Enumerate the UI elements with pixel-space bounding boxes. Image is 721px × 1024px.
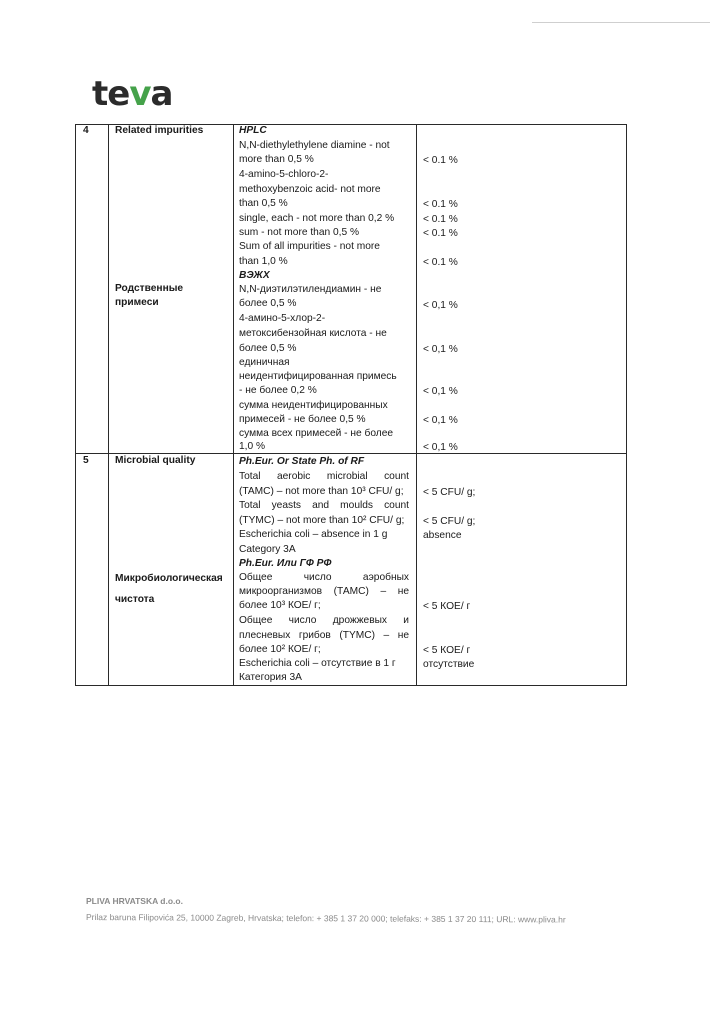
row-number: 4	[83, 125, 89, 136]
result-value: < 0,1 %	[423, 386, 458, 397]
requirement-line: than 0,5 %	[239, 198, 288, 209]
requirement-line: сумма неидентифицированных	[239, 400, 388, 411]
parameter-name-ru: чистота	[115, 594, 155, 605]
footer-company: PLIVA HRVATSKA d.o.o.	[86, 896, 183, 906]
result-value: < 0,1 %	[423, 300, 458, 311]
requirement-line: single, each - not more than 0,2 %	[239, 213, 395, 224]
requirement-line: (TAMC) – not more than 10³ CFU/ g;	[239, 486, 404, 497]
requirement-line: Категория 3А	[239, 672, 302, 683]
requirement-line: более 10³ КОЕ/ г;	[239, 600, 321, 611]
parameter-name-ru: примеси	[115, 297, 159, 308]
requirement-line: (TYMC) – not more than 10² CFU/ g;	[239, 515, 405, 526]
table-col-divider-2	[233, 124, 234, 686]
requirement-line: метоксибензойная кислота - не	[239, 328, 387, 339]
teva-logo: teva	[92, 74, 173, 114]
method-title-ru: Ph.Eur. Или ГФ РФ	[239, 558, 332, 569]
result-value: < 5 КОЕ/ г	[423, 645, 471, 656]
parameter-name-en: Related impurities	[115, 125, 204, 136]
result-value: < 5 CFU/ g;	[423, 487, 476, 498]
requirement-line: более 0,5 %	[239, 343, 297, 354]
specification-table	[75, 124, 627, 686]
requirement-line: плесневых грибов (ТYМС) – не	[239, 630, 409, 641]
requirement-line: Общее число аэробных	[239, 572, 409, 583]
requirement-line: единичная	[239, 357, 290, 368]
result-value: absence	[423, 530, 462, 541]
requirement-line: неидентифицированная примесь	[239, 371, 397, 382]
result-value: < 0.1 %	[423, 199, 458, 210]
requirement-line: 4-amino-5-chloro-2-	[239, 169, 329, 180]
requirement-line: Total yeasts and moulds count	[239, 500, 409, 511]
table-border-left	[75, 124, 76, 686]
result-value: < 0,1 %	[423, 344, 458, 355]
method-title-en: Ph.Eur. Or State Ph. of RF	[239, 456, 365, 467]
requirement-line: Общее число дрожжевых и	[239, 615, 409, 626]
requirement-line: Escherichia coli – отсутствие в 1 г	[239, 658, 396, 669]
requirement-line: микроорганизмов (ТАМС) – не	[239, 586, 409, 597]
top-rule	[532, 22, 710, 23]
parameter-name-ru: Родственные	[115, 283, 184, 294]
method-title-ru: ВЭЖХ	[239, 270, 270, 281]
result-value: отсутствие	[423, 659, 475, 670]
requirement-line: Category 3A	[239, 544, 296, 555]
requirement-line: 1,0 %	[239, 441, 266, 452]
requirement-line: 4-амино-5-хлор-2-	[239, 313, 326, 324]
result-value: < 5 КОЕ/ г	[423, 601, 471, 612]
requirement-line: - не более 0,2 %	[239, 385, 317, 396]
requirement-line: N,N-diethylethylene diamine - not	[239, 140, 390, 151]
table-col-divider-1	[108, 124, 109, 686]
result-value: < 0.1 %	[423, 228, 458, 239]
requirement-line: более 0,5 %	[239, 298, 297, 309]
result-value: < 0,1 %	[423, 442, 458, 453]
result-value: < 0,1 %	[423, 415, 458, 426]
table-border-right	[626, 124, 627, 686]
method-title-en: HPLC	[239, 125, 267, 136]
result-value: < 0.1 %	[423, 214, 458, 225]
requirement-line: N,N-диэтилэтилендиамин - не	[239, 284, 382, 295]
result-value: < 5 CFU/ g;	[423, 516, 476, 527]
requirement-line: Escherichia coli – absence in 1 g	[239, 529, 388, 540]
table-border-bottom	[75, 685, 627, 686]
requirement-line: примесей - не более 0,5 %	[239, 414, 366, 425]
requirement-line: более 10² КОЕ/ г;	[239, 644, 321, 655]
requirement-line: than 1,0 %	[239, 256, 288, 267]
parameter-name-en: Microbial quality	[115, 455, 196, 466]
requirement-line: sum - not more than 0,5 %	[239, 227, 360, 238]
footer-address: Prilaz baruna Filipovića 25, 10000 Zagreb, Hrvatska; telefon: + 385 1 37 20 000; telefaks: + 385 1 37 20 111; URL: www.pliva.hr	[85, 912, 566, 925]
requirement-line: сумма всех примесей - не более	[239, 428, 394, 439]
requirement-line: Sum of all impurities - not more	[239, 241, 380, 252]
requirement-line: Total aerobic microbial count	[239, 471, 409, 482]
parameter-name-ru: Микробиологическая	[115, 573, 223, 584]
result-value: < 0.1 %	[423, 257, 458, 268]
table-col-divider-3	[416, 124, 417, 686]
requirement-line: more than 0,5 %	[239, 154, 314, 165]
result-value: < 0.1 %	[423, 155, 458, 166]
requirement-line: methoxybenzoic acid- not more	[239, 184, 381, 195]
row-number: 5	[83, 455, 89, 466]
